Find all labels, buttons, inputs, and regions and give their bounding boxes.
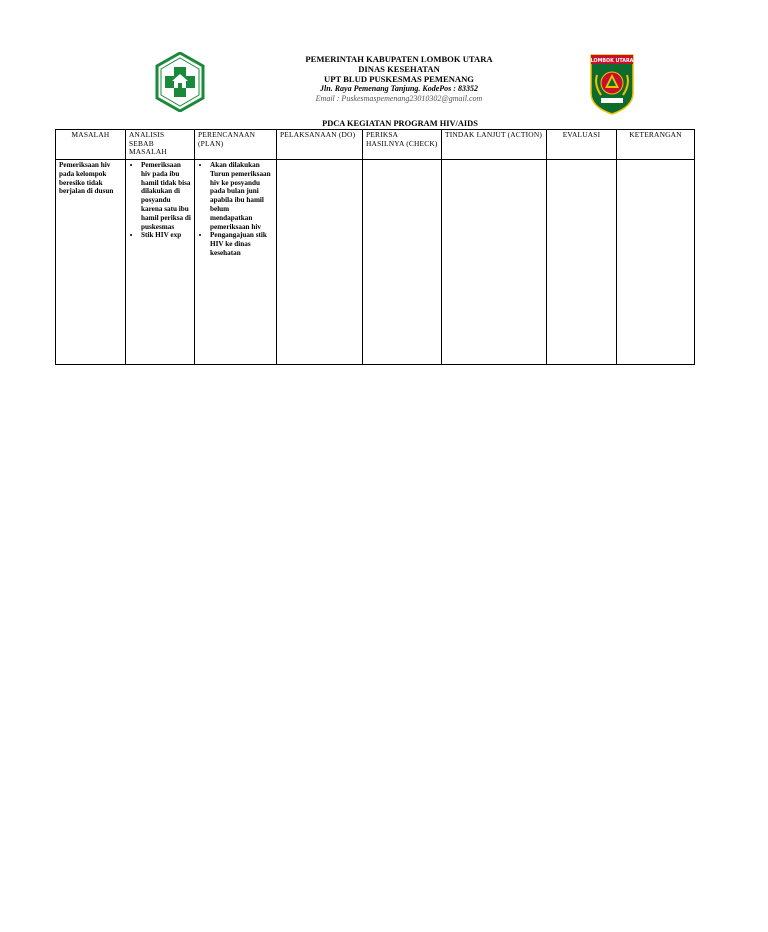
col-header-tindak: TINDAK LANJUT (ACTION) — [442, 130, 547, 160]
emblem-banner-text: LOMBOK UTARA — [590, 59, 634, 64]
col-header-pelaksanaan: PELAKSANAAN (DO) — [277, 130, 363, 160]
cell-perencanaan — [195, 160, 277, 365]
cell-pelaksanaan — [277, 160, 363, 365]
col-header-perencanaan: PERENCANAAN (PLAN) — [195, 130, 277, 160]
table-row — [56, 160, 695, 365]
col-header-periksa: PERIKSA HASILNYA (CHECK) — [363, 130, 442, 160]
table-header-row — [56, 130, 695, 160]
header-address: Jln. Raya Pemenang Tanjung. KodePos : 83352 — [320, 84, 478, 93]
puskesmas-logo-icon — [155, 52, 205, 112]
letterhead — [260, 54, 538, 104]
cell-analisis — [126, 160, 195, 365]
list-item: • Pengangajuan stik HIV ke dinas kesehatan — [210, 231, 273, 257]
header-line-1: PEMERINTAH KABUPATEN LOMBOK UTARA — [305, 54, 493, 64]
header-email: Email : Puskesmaspemenang23010302@gmail.com — [315, 94, 483, 103]
cell-periksa — [363, 160, 442, 365]
header-line-3: UPT BLUD PUSKESMAS PEMENANG — [323, 74, 474, 84]
cell-evaluasi — [547, 160, 617, 365]
col-header-analisis: ANALISIS SEBAB MASALAH — [126, 130, 195, 160]
col-header-keterangan: KETERANGAN — [617, 130, 695, 160]
list-item: • Akan dilakukan Turun pemeriksaan hiv ke posyandu pada bulan juni apabila ibu hamil belum mendapatkan pemeriksaan hiv — [210, 161, 273, 231]
cell-masalah: Pemeriksaan hiv pada kelompok beresiko tidak berjalan di dusun — [56, 160, 126, 365]
col-header-masalah: MASALAH — [56, 130, 126, 160]
cell-keterangan — [617, 160, 695, 365]
lombok-utara-emblem-icon — [589, 53, 635, 115]
document-title: PDCA KEGIATAN PROGRAM HIV/AIDS — [322, 119, 478, 128]
col-header-evaluasi: EVALUASI — [547, 130, 617, 160]
pdca-table — [55, 129, 695, 365]
header-line-2: DINAS KESEHATAN — [358, 64, 440, 74]
cell-tindak — [442, 160, 547, 365]
list-item: • Stik HIV exp — [141, 231, 191, 240]
list-item: • Pemeriksaan hiv pada ibu hamil tidak bisa dilakukan di posyandu karena satu ibu hamil periksa di puskesmas — [141, 161, 191, 231]
